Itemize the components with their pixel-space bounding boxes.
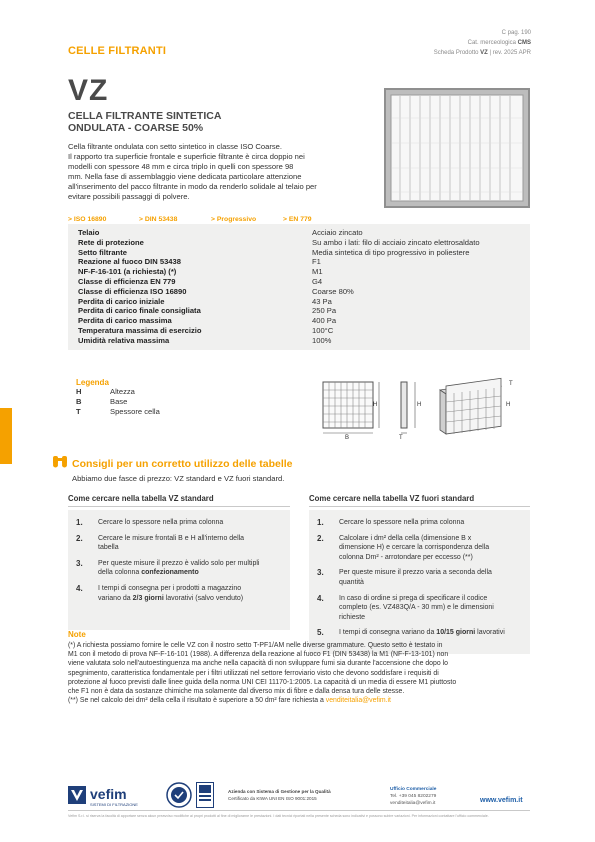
binoculars-icon	[52, 454, 68, 468]
step-item: 1. Cercare lo spessore nella prima colonna	[76, 518, 224, 527]
spec-row: Setto filtrante Media sintetica di tipo progressivo in poliestere	[78, 247, 470, 257]
spec-row: NF-F-16-101 (a richiesta) (*) M1	[78, 267, 323, 277]
spec-row: Umidità relativa massima 100%	[78, 335, 332, 345]
tips-title: Consigli per un corretto utilizzo delle tabelle	[72, 458, 293, 470]
spec-row: Rete di protezione Su ambo i lati: filo di acciaio zincato elettrosaldato	[78, 237, 480, 247]
dim-b-front: B	[345, 435, 350, 441]
spec-row: Perdita di carico finale consigliata 250 Pa	[78, 306, 337, 316]
step-item: 5. I tempi di consegna variano da 10/15 giorni lavorativi	[317, 628, 505, 638]
side-tab-marker	[0, 408, 12, 464]
spec-row: Classe di efficienza ISO 16890 Coarse 80%	[78, 286, 354, 296]
product-image	[384, 88, 530, 208]
step-item: 3. Per queste misure il prezzo varia a seconda della quantità	[317, 568, 492, 586]
spec-row: Perdita di carico iniziale 43 Pa	[78, 296, 332, 306]
divider	[68, 506, 290, 507]
spec-row: Perdita di carico massima 400 Pa	[78, 316, 337, 326]
step-item: 1. Cercare lo spessore nella prima colonna	[317, 518, 465, 527]
fuori-column-title: Come cercare nella tabella VZ fuori standard	[309, 494, 475, 503]
link-din53438[interactable]: > DIN 53438	[139, 216, 178, 223]
step-item: 3. Per queste misure il prezzo è valido solo per multipli della colonna confezionamento	[76, 558, 260, 577]
dim-t-side: T	[399, 435, 403, 441]
link-iso16890[interactable]: > ISO 16890	[68, 216, 107, 223]
quality-cert: Azienda con Sistema di Gestione per la Qualità Certificato da KIWA UNI EN ISO 9001:2015	[228, 789, 331, 801]
spec-row: Classe di efficienza EN 779 G4	[78, 276, 323, 286]
sales-office: Ufficio Commerciale Tel. +39 045 8202279 venditeitalia@vefim.it	[390, 787, 437, 806]
legend-row: T Spessore cella	[76, 407, 160, 416]
email-link[interactable]: venditeitalia@vefim.it	[325, 697, 391, 705]
link-en779[interactable]: > EN 779	[283, 216, 312, 223]
step-item: 2. Calcolare i dm² della cella (dimensione B x dimensione H) e cercare la corrispondenza della colonna Dm² - arrotondare per eccesso (**)	[317, 533, 490, 561]
spec-row: Telaio Acciaio zincato	[78, 228, 363, 237]
product-description: Cella filtrante ondulata con setto sintetico in classe ISO Coarse. Il rapporto tra superficie frontale e superficie filtrante è circa doppio nei modelli con spessore 48 mm e circa triplo in quelli con spessore 98 mm. Nella fase di assemblaggio viene dedicata particolare attenzione all'inserimento del pacco filtrante in modo da renderlo solidale al telaio per evitare possibili passaggi di polvere.	[68, 142, 317, 201]
dim-h-side: H	[417, 402, 422, 408]
dim-h-front: H	[373, 402, 378, 408]
fuori-steps	[309, 510, 530, 654]
step-item: 4. In caso di ordine si prega di specificare il codice completo (es. VZ483Q/A - 30 mm) e le dimensioni richieste	[317, 593, 494, 621]
tips-intro: Abbiamo due fasce di prezzo: VZ standard e VZ fuori standard.	[72, 474, 285, 483]
notes-body: (*) A richiesta possiamo fornire le celle VZ con il nostro setto T-PF1/AM nelle diverse grammature. Questo setto è testato in M1 con il metodo di prova NF-F-16-101 (1988). A differenza della reazione al fuoco F1 (DIN 53438) la M1 (NF-F-13-101) non viene valutata solo nell'autoestinguenza ma anche nella capacità di non sviluppare fumi sia durante l'accensione che dopo lo spegnimento, caratteristica fondamentale per i filtri utilizzati nel settore ferroviario visto che devono soddisfare i requisiti di protezione al fuoco previsti dalle linee guida della norma UNI CEI 11170-1:2005. La capacità di un media di essere M1 piuttosto che F1 non è data da sostanze chimiche ma solamente dal diverso mix di fibre e dalla densa tura delle stesse. (**) Se nel calcolo dei dm² della cella il risultato è superiore a 50 dm² fare richiesta a venditeitalia@vefim.it	[68, 642, 457, 705]
kiwa-badge-icon	[196, 782, 214, 808]
vefim-logo	[68, 784, 160, 808]
product-subtitle: CELLA FILTRANTE SINTETICA ONDULATA - COARSE 50%	[68, 110, 222, 134]
category-title: CELLE FILTRANTI	[68, 45, 167, 57]
product-code: VZ	[68, 74, 109, 107]
spec-row: Reazione al fuoco DIN 53438 F1	[78, 257, 321, 267]
certification-seal-icon	[166, 782, 192, 808]
technical-drawings	[315, 376, 530, 442]
header-info	[434, 28, 531, 58]
spec-row: Temperatura massima di esercizio 100°C	[78, 325, 334, 335]
standard-steps	[68, 510, 290, 630]
step-item: 4. I tempi di consegna per i prodotti a magazzino variano da 2/3 giorni lavorativi (salvo venduto)	[76, 583, 244, 602]
divider	[309, 506, 530, 507]
dim-t-persp: T	[509, 381, 513, 387]
standard-column-title: Come cercare nella tabella VZ standard	[68, 494, 214, 503]
dim-h-persp: H	[506, 402, 511, 408]
svg-text:SISTEMI DI FILTRAZIONE: SISTEMI DI FILTRAZIONE	[90, 802, 138, 807]
legend-title: Legenda	[76, 378, 109, 387]
link-progressivo[interactable]: > Progressivo	[211, 216, 257, 223]
website-link[interactable]: www.vefim.it	[480, 797, 523, 804]
step-item: 2. Cercare le misure frontali B e H all'interno della tabella	[76, 533, 245, 552]
legend-row: H Altezza	[76, 387, 135, 396]
sheet-ref: Scheda Prodotto VZ | rev. 2025 APR	[433, 50, 531, 56]
footer-divider	[68, 810, 530, 811]
legend-row: B Base	[76, 397, 128, 406]
fine-print: Vefim S.r.l. si riserva la facoltà di apportare senza alcun preavviso modifiche ai propri prodotti al fine di migliorarne le prestazioni. I dati tecnici riportati nella presente scheda sono indicativi e possono subire variazioni. Per informazioni contattare l'ufficio commerciale.	[68, 814, 489, 818]
catalog-ref: Cat. merceologica CMS	[467, 40, 531, 46]
notes-title: Note	[68, 630, 86, 639]
legend	[76, 378, 236, 417]
spec-table	[68, 224, 530, 350]
page-ref: C pag. 190	[501, 30, 531, 36]
svg-text:vefim: vefim	[90, 786, 127, 802]
